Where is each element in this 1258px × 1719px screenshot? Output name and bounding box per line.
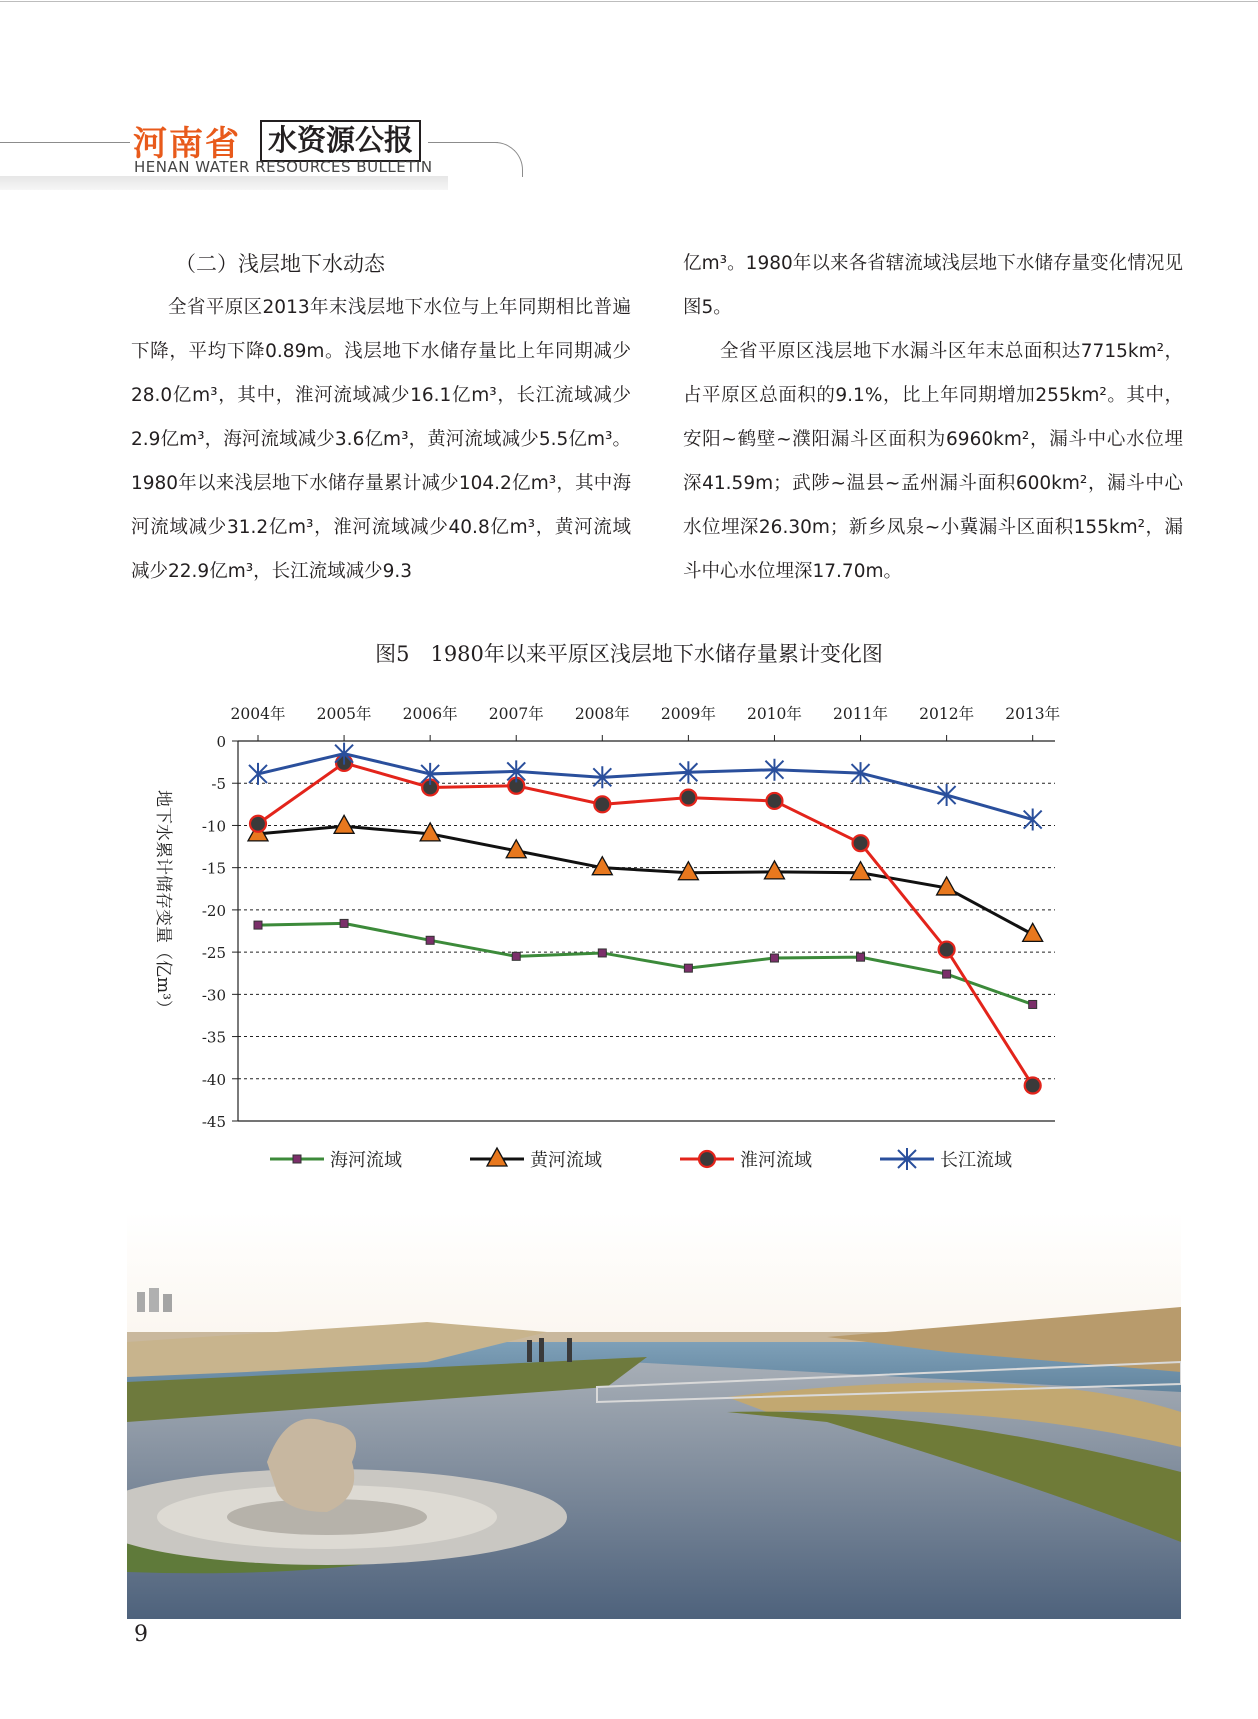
data-point-4 [1024,809,1042,831]
data-point-2 [764,861,784,879]
data-point-1 [598,949,606,957]
reservoir-photo [127,1212,1181,1619]
series-line-2 [258,826,1033,934]
y-tick-label: -40 [201,1070,226,1089]
brand-sub: 水资源公报 [260,120,421,162]
reservoir-photo-image [127,1212,1181,1619]
brand-english: HENAN WATER RESOURCES BULLETIN [134,158,433,176]
legend-label: 淮河流域 [740,1150,812,1171]
y-tick-label: -10 [201,817,226,836]
data-point-4 [938,784,956,806]
y-tick-label: -5 [211,775,226,794]
series-line-3 [258,763,1033,1086]
figure-title: 图5 1980年以来平原区浅层地下水储存量累计变化图 [375,642,883,666]
page-number: 9 [134,1622,148,1647]
y-tick-label: -35 [201,1028,226,1047]
data-point-3 [939,942,955,958]
data-point-2 [1023,923,1043,941]
x-tick-label: 2011年 [833,705,889,723]
legend-label: 海河流域 [330,1150,402,1171]
data-point-1 [426,936,434,944]
series-line-1 [258,923,1033,1004]
data-point-1 [340,919,348,927]
data-point-3 [766,793,782,809]
data-point-1 [770,954,778,962]
data-point-2 [334,815,354,833]
y-tick-label: -45 [201,1113,226,1131]
x-tick-label: 2010年 [746,705,802,723]
data-point-3 [680,790,696,806]
legend-marker [293,1155,301,1163]
data-point-1 [943,970,951,978]
y-axis-label: 地下水累计储存变量（亿m³） [153,790,173,1017]
data-point-3 [853,835,869,851]
brand-main: 河南省 [133,124,241,164]
data-point-3 [250,816,266,832]
data-point-1 [684,964,692,972]
data-point-3 [1025,1078,1041,1094]
data-point-2 [851,862,871,880]
x-tick-label: 2004年 [230,705,286,723]
right-paragraph-1: 亿m³。1980年以来各省辖流域浅层地下水储存量变化情况见图5。 [683,253,1183,318]
x-tick-label: 2013年 [1005,705,1061,723]
x-tick-label: 2006年 [402,705,458,723]
legend-marker [699,1151,715,1167]
data-point-1 [512,952,520,960]
data-point-2 [678,862,698,880]
data-point-1 [254,921,262,929]
data-point-3 [594,796,610,812]
y-tick-label: -20 [201,901,226,920]
y-tick-label: -30 [201,986,226,1005]
section-title: （二）浅层地下水动态 [175,252,385,276]
legend-label: 长江流域 [940,1150,1012,1171]
series-line-4 [258,754,1033,820]
y-tick-label: 0 [216,733,226,751]
data-point-1 [1029,1000,1037,1008]
x-tick-label: 2005年 [316,705,372,723]
x-tick-label: 2012年 [919,705,975,723]
legend-label: 黄河流域 [530,1150,602,1171]
y-tick-label: -15 [201,859,226,878]
y-tick-label: -25 [201,944,226,963]
data-point-1 [857,953,865,961]
x-tick-label: 2007年 [488,705,544,723]
left-paragraph: 全省平原区2013年末浅层地下水位与上年同期相比普遍下降，平均下降0.89m。浅层地下水储存量比上年同期减少28.0亿m³，其中，淮河流域减少16.1亿m³，长江流域减少2.9亿m³，海河流域减少3.6亿m³，黄河流域减少5.5亿m³。1980年以来浅层地下水储存量累计减少104.2亿m³，其中海河流域减少31.2亿m³，淮河流域减少40.8亿m³，黄河流域减少22.9亿m³，长江流域减少9.3 [131,297,631,582]
right-paragraph-2: 全省平原区浅层地下水漏斗区年末总面积达7715km²，占平原区总面积的9.1%，比上年同期增加255km²。其中，安阳~鹤壁~濮阳漏斗区面积为6960km²，漏斗中心水位埋深41.59m；武陟~温县~孟州漏斗面积600km²，漏斗中心水位埋深26.30m；新乡凤泉~小冀漏斗区面积155km²，漏斗中心水位埋深17.70m。 [683,341,1183,582]
x-tick-label: 2009年 [660,705,716,723]
legend-marker [487,1148,507,1166]
x-tick-label: 2008年 [574,705,630,723]
